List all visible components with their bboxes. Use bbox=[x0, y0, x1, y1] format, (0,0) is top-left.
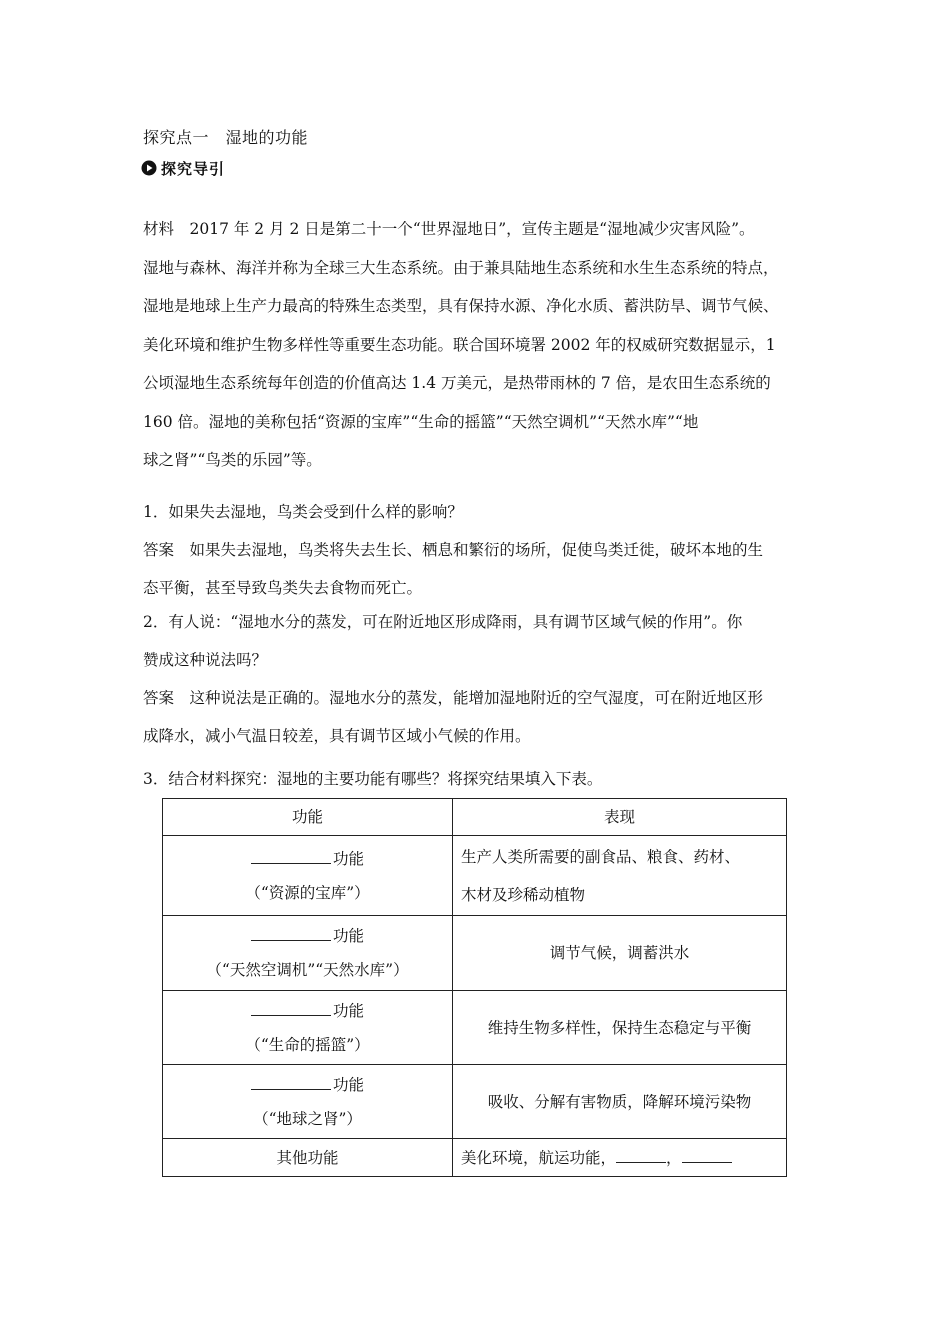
performance-cell bbox=[453, 991, 787, 1065]
table-row bbox=[163, 916, 787, 991]
question-2-line: 赞成这种说法吗？ bbox=[143, 651, 268, 669]
header-performance: 表现 bbox=[453, 799, 787, 836]
answer-2-line: 成降水，减小气温日较差，具有调节区域小气候的作用。 bbox=[143, 727, 531, 745]
table-row bbox=[163, 1139, 787, 1177]
fill-blank[interactable] bbox=[251, 997, 331, 1016]
function-alias: （“资源的宝库”） bbox=[245, 883, 370, 902]
performance-line: 吸收、分解有害物质，降解环境污染物 bbox=[487, 1092, 752, 1111]
function-suffix: 功能 bbox=[332, 927, 364, 945]
material-line: 美化环境和维护生物多样性等重要生态功能。联合国环境署 2002 年的权威研究数据显示，1 bbox=[143, 335, 776, 354]
table-row bbox=[163, 991, 787, 1065]
header-function: 功能 bbox=[163, 799, 453, 836]
question-2-block bbox=[143, 603, 823, 755]
table-header-row bbox=[163, 799, 787, 836]
performance-cell bbox=[453, 916, 787, 991]
material-paragraph bbox=[143, 210, 823, 480]
performance-line: 生产人类所需要的副食品、粮食、药材、 bbox=[461, 847, 741, 866]
guide-label: 探究导引 bbox=[161, 159, 226, 178]
function-cell bbox=[163, 916, 453, 991]
question-1: 1．如果失去湿地，鸟类会受到什么样的影响？ bbox=[143, 503, 463, 521]
performance-line: 维持生物多样性，保持生态稳定与平衡 bbox=[487, 1018, 752, 1037]
performance-line: 调节气候，调蓄洪水 bbox=[549, 944, 690, 962]
performance-line: 木材及珍稀动植物 bbox=[461, 885, 586, 904]
table-row bbox=[163, 836, 787, 916]
performance-cell bbox=[453, 836, 787, 916]
guide-heading bbox=[141, 157, 225, 179]
material-line: 湿地与森林、海洋并称为全球三大生态系统。由于兼具陆地生态系统和水生生态系统的特点， bbox=[143, 258, 779, 277]
function-cell bbox=[163, 836, 453, 916]
answer-1-line: 答案 如果失去湿地，鸟类将失去生长、栖息和繁衍的场所，促使鸟类迁徙，破坏本地的生 bbox=[143, 541, 764, 559]
function-table bbox=[162, 798, 787, 1177]
fill-blank[interactable] bbox=[251, 922, 331, 941]
question-3-block bbox=[143, 760, 823, 798]
function-suffix: 功能 bbox=[332, 1001, 364, 1020]
fill-blank[interactable] bbox=[682, 1144, 732, 1163]
function-alias: （“天然空调机”“天然水库”） bbox=[206, 961, 409, 979]
function-suffix: 功能 bbox=[332, 849, 364, 868]
question-2-line: 2．有人说：“湿地水分的蒸发，可在附近地区形成降雨，具有调节区域气候的作用”。你 bbox=[143, 613, 743, 631]
question-3: 3．结合材料探究：湿地的主要功能有哪些？将探究结果填入下表。 bbox=[143, 770, 603, 788]
material-line: 公顷湿地生态系统每年创造的价值高达 1.4 万美元，是热带雨林的 7 倍，是农田生态系统的 bbox=[143, 374, 771, 392]
section-title: 探究点一 湿地的功能 bbox=[143, 128, 309, 147]
fill-blank[interactable] bbox=[251, 845, 331, 864]
performance-prefix: 美化环境，航运功能， bbox=[461, 1148, 617, 1167]
question-1-block bbox=[143, 493, 823, 607]
answer-2-line: 答案 这种说法是正确的。湿地水分的蒸发，能增加湿地附近的空气湿度，可在附近地区形 bbox=[143, 689, 764, 707]
material-line: 球之肾”“鸟类的乐园”等。 bbox=[143, 451, 322, 469]
function-cell: 其他功能 bbox=[163, 1139, 453, 1177]
material-line: 160 倍。湿地的美称包括“资源的宝库”“生命的摇篮”“天然空调机”“天然水库”“地 bbox=[143, 412, 699, 431]
performance-cell bbox=[453, 1139, 787, 1177]
table-row bbox=[163, 1065, 787, 1139]
fill-blank[interactable] bbox=[616, 1144, 666, 1163]
function-cell bbox=[163, 991, 453, 1065]
play-circle-icon bbox=[141, 160, 157, 176]
material-line: 材料 2017 年 2 月 2 日是第二十一个“世界湿地日”，宣传主题是“湿地减少灾害风险”。 bbox=[143, 220, 755, 238]
function-alias: （“地球之肾”） bbox=[253, 1109, 362, 1128]
function-alias: （“生命的摇篮”） bbox=[245, 1035, 370, 1054]
performance-cell bbox=[453, 1065, 787, 1139]
material-line: 湿地是地球上生产力最高的特殊生态类型，具有保持水源、净化水质、蓄洪防旱、调节气候、 bbox=[143, 297, 779, 315]
fill-blank[interactable] bbox=[251, 1071, 331, 1090]
performance-separator: ， bbox=[666, 1148, 682, 1167]
answer-1-line: 态平衡，甚至导致鸟类失去食物而死亡。 bbox=[143, 579, 423, 597]
function-suffix: 功能 bbox=[332, 1075, 364, 1094]
function-cell bbox=[163, 1065, 453, 1139]
